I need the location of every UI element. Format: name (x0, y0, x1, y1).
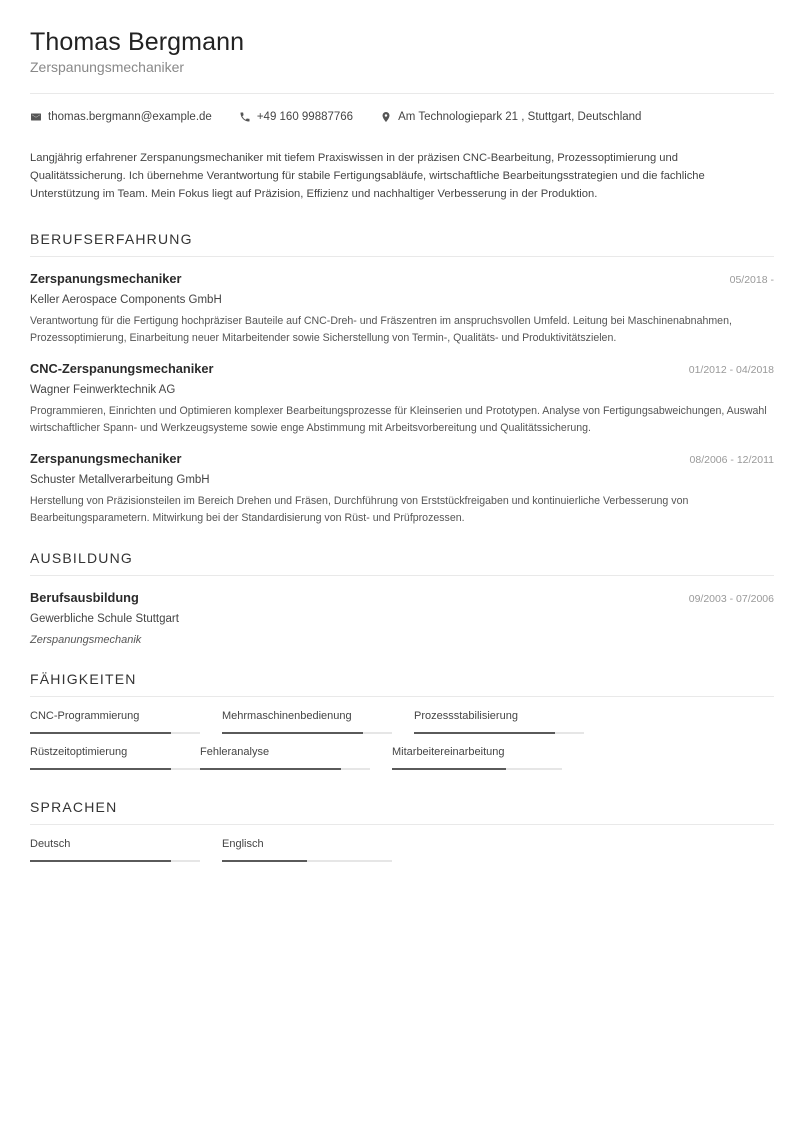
skill-item-level-bar (392, 768, 562, 770)
section-heading-skills: FÄHIGKEITEN (30, 671, 137, 687)
experience-entry (30, 360, 774, 437)
skills-list (30, 708, 774, 780)
skill-item-level-bar (414, 732, 584, 734)
language-item (222, 836, 392, 862)
skill-item-level-fill (222, 732, 363, 734)
contact-bar (30, 109, 774, 125)
skill-item-level-fill (30, 732, 171, 734)
skill-item-level-fill (414, 732, 555, 734)
skill-item (222, 708, 392, 734)
section-divider (30, 824, 774, 825)
experience-description: Programmieren, Einrichten und Optimieren komplexer Bearbeitungsprozesse für Kleinserien und Prototypen. Analyse von Fertigungsabweichungen, Auswahl wirtschaftlicher Spann- und Werkzeugsysteme sowie enge Abstimmung mit Arbeitsvorbereitung und Qualitätssicherung. (30, 405, 767, 434)
contact-address (380, 111, 641, 123)
skill-item-level-bar (200, 768, 370, 770)
experience-entry (30, 450, 774, 527)
skill-item-label: Mehrmaschinenbedienung (222, 710, 352, 722)
experience-company: Schuster Metallverarbeitung GmbH (30, 474, 210, 486)
skill-item (200, 744, 370, 770)
experience-company: Keller Aerospace Components GmbH (30, 294, 222, 306)
section-divider (30, 256, 774, 257)
languages-list (30, 836, 774, 872)
header-divider (30, 93, 774, 94)
section-heading-education: AUSBILDUNG (30, 550, 134, 566)
language-item-level-fill (222, 860, 307, 862)
experience-date: 01/2012 - 04/2018 (688, 364, 774, 376)
language-item (30, 836, 200, 862)
education-title: Berufsausbildung (30, 590, 139, 605)
skill-item (392, 744, 562, 770)
experience-title: CNC-Zerspanungsmechaniker (30, 361, 214, 376)
email-text: thomas.bergmann@example.de (48, 111, 212, 123)
section-divider (30, 575, 774, 576)
job-title-subtitle: Zerspanungsmechaniker (30, 59, 185, 75)
skill-item-label: Rüstzeitoptimierung (30, 746, 128, 758)
language-item-level-bar (222, 860, 392, 862)
phone-icon (239, 111, 251, 123)
section-heading-experience: BERUFSERFAHRUNG (30, 231, 193, 247)
skill-item-level-fill (30, 768, 171, 770)
experience-date: 08/2006 - 12/2011 (689, 454, 774, 466)
skill-item-level-fill (200, 768, 341, 770)
person-name: Thomas Bergmann (30, 28, 245, 56)
experience-company: Wagner Feinwerktechnik AG (30, 384, 176, 396)
skill-item-label: Fehleranalyse (200, 746, 270, 758)
experience-description: Verantwortung für die Fertigung hochpräziser Bauteile auf CNC-Dreh- und Fräszentren im anspruchsvollen Umfeld. Leitung bei Maschinenabnahmen, Prozessoptimierung, Einarbeitung neuer Mitarbeitender sowie Sicherstellung von Termin-, Qualitäts- und Produktivitätszielen. (30, 315, 732, 344)
skill-item-level-bar (30, 768, 200, 770)
experience-description: Herstellung von Präzisionsteilen im Bereich Drehen und Fräsen, Durchführung von Erststückfreigaben und kontinuierliche Verbesserung von Bearbeitungsparametern. Mitwirkung bei der Standardisierung von Rüst- und Prüfprozessen. (30, 495, 689, 524)
address-text: Am Technologiepark 21 , Stuttgart, Deutschland (398, 111, 642, 123)
phone-text: +49 160 99887766 (256, 111, 354, 123)
experience-title: Zerspanungsmechaniker (30, 271, 182, 286)
skill-item (30, 744, 200, 770)
section-heading-languages: SPRACHEN (30, 799, 118, 815)
profile-summary: Langjährig erfahrener Zerspanungsmechaniker mit tiefem Praxiswissen in der präzisen CNC-Bearbeitung, Prozessoptimierung und Qualitätssicherung. Ich übernehme Verantwortung für stabile Fertigungsabläufe, wirtschaftliche Bearbeitungsstrategien und die fachliche Unterstützung im Team. Mein Fokus liegt auf Präzision, Effizienz und nachhaltiger Verbesserung in der Produktion. (30, 152, 705, 200)
language-item-level-fill (30, 860, 171, 862)
skill-item-label: Mitarbeitereinarbeitung (392, 746, 505, 758)
contact-phone[interactable] (239, 111, 353, 123)
skill-item (414, 708, 584, 734)
language-item-level-bar (30, 860, 200, 862)
skill-item-label: CNC-Programmierung (30, 710, 140, 722)
skill-item-level-bar (30, 732, 200, 734)
language-item-label: Deutsch (30, 838, 71, 850)
education-entry (30, 589, 774, 648)
language-item-label: Englisch (222, 838, 264, 850)
mail-icon (30, 111, 42, 123)
skill-item-label: Prozessstabilisierung (414, 710, 518, 722)
education-focus: Zerspanungsmechanik (30, 634, 142, 646)
education-date: 09/2003 - 07/2006 (688, 593, 774, 605)
experience-entry (30, 270, 774, 347)
skill-item-level-bar (222, 732, 392, 734)
location-pin-icon (380, 111, 392, 123)
experience-date: 05/2018 - (729, 274, 774, 286)
experience-title: Zerspanungsmechaniker (30, 451, 182, 466)
contact-email[interactable] (30, 111, 212, 123)
skill-item (30, 708, 200, 734)
education-school: Gewerbliche Schule Stuttgart (30, 613, 179, 625)
section-divider (30, 696, 774, 697)
skill-item-level-fill (392, 768, 506, 770)
